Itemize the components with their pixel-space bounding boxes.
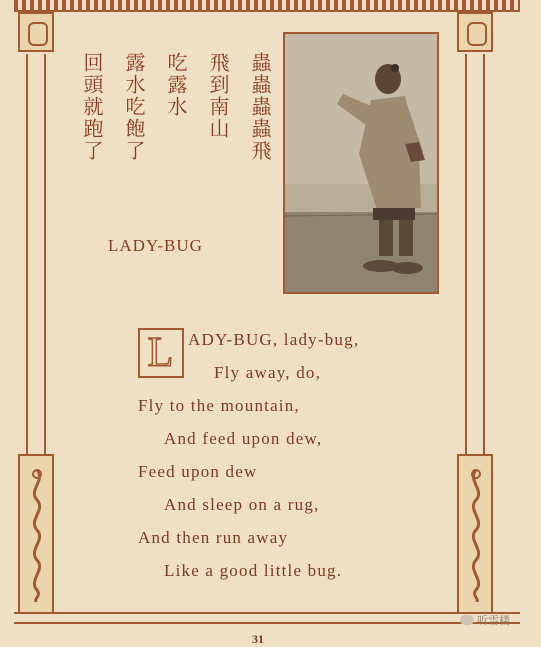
wechat-icon bbox=[460, 615, 474, 625]
left-pillar bbox=[18, 10, 54, 618]
poem-line: Fly to the mountain, bbox=[138, 396, 300, 415]
poem-line: And feed upon dew, bbox=[164, 429, 323, 448]
chinese-column: 吃露水 bbox=[164, 52, 188, 118]
child-photo-image bbox=[285, 34, 437, 292]
watermark-text: 听雪楼 bbox=[477, 614, 510, 627]
chinese-verse bbox=[62, 52, 272, 162]
dragon-panel bbox=[18, 454, 54, 614]
pillar-capital bbox=[18, 12, 54, 52]
chinese-column: 飛到南山 bbox=[206, 52, 230, 140]
chinese-column: 回頭就跑了 bbox=[80, 52, 104, 162]
pillar-shaft bbox=[26, 54, 46, 454]
watermark bbox=[460, 612, 510, 628]
dragon-panel bbox=[457, 454, 493, 614]
top-border bbox=[14, 0, 520, 12]
poem-line: Feed upon dew bbox=[138, 462, 258, 481]
drop-cap: L bbox=[138, 328, 184, 378]
pillar-capital bbox=[457, 12, 493, 52]
poem-line: And sleep on a rug, bbox=[164, 495, 320, 514]
chinese-column: 蟲蟲蟲蟲飛 bbox=[248, 52, 272, 162]
poem-line: ADY-BUG, lady-bug, bbox=[188, 330, 360, 349]
poem-line: Fly away, do, bbox=[214, 363, 322, 382]
dragon-icon bbox=[26, 468, 48, 602]
bottom-border bbox=[14, 612, 520, 624]
page-number: 31 bbox=[252, 632, 264, 646]
poem-line: And then run away bbox=[138, 528, 289, 547]
right-pillar bbox=[457, 10, 493, 618]
poem-line: Like a good little bug. bbox=[164, 561, 343, 580]
child-photograph bbox=[283, 32, 439, 294]
dragon-icon bbox=[465, 468, 487, 602]
poem-title: LADY-BUG bbox=[108, 236, 203, 255]
chinese-column: 露水吃飽了 bbox=[122, 52, 146, 162]
pillar-shaft bbox=[465, 54, 485, 454]
